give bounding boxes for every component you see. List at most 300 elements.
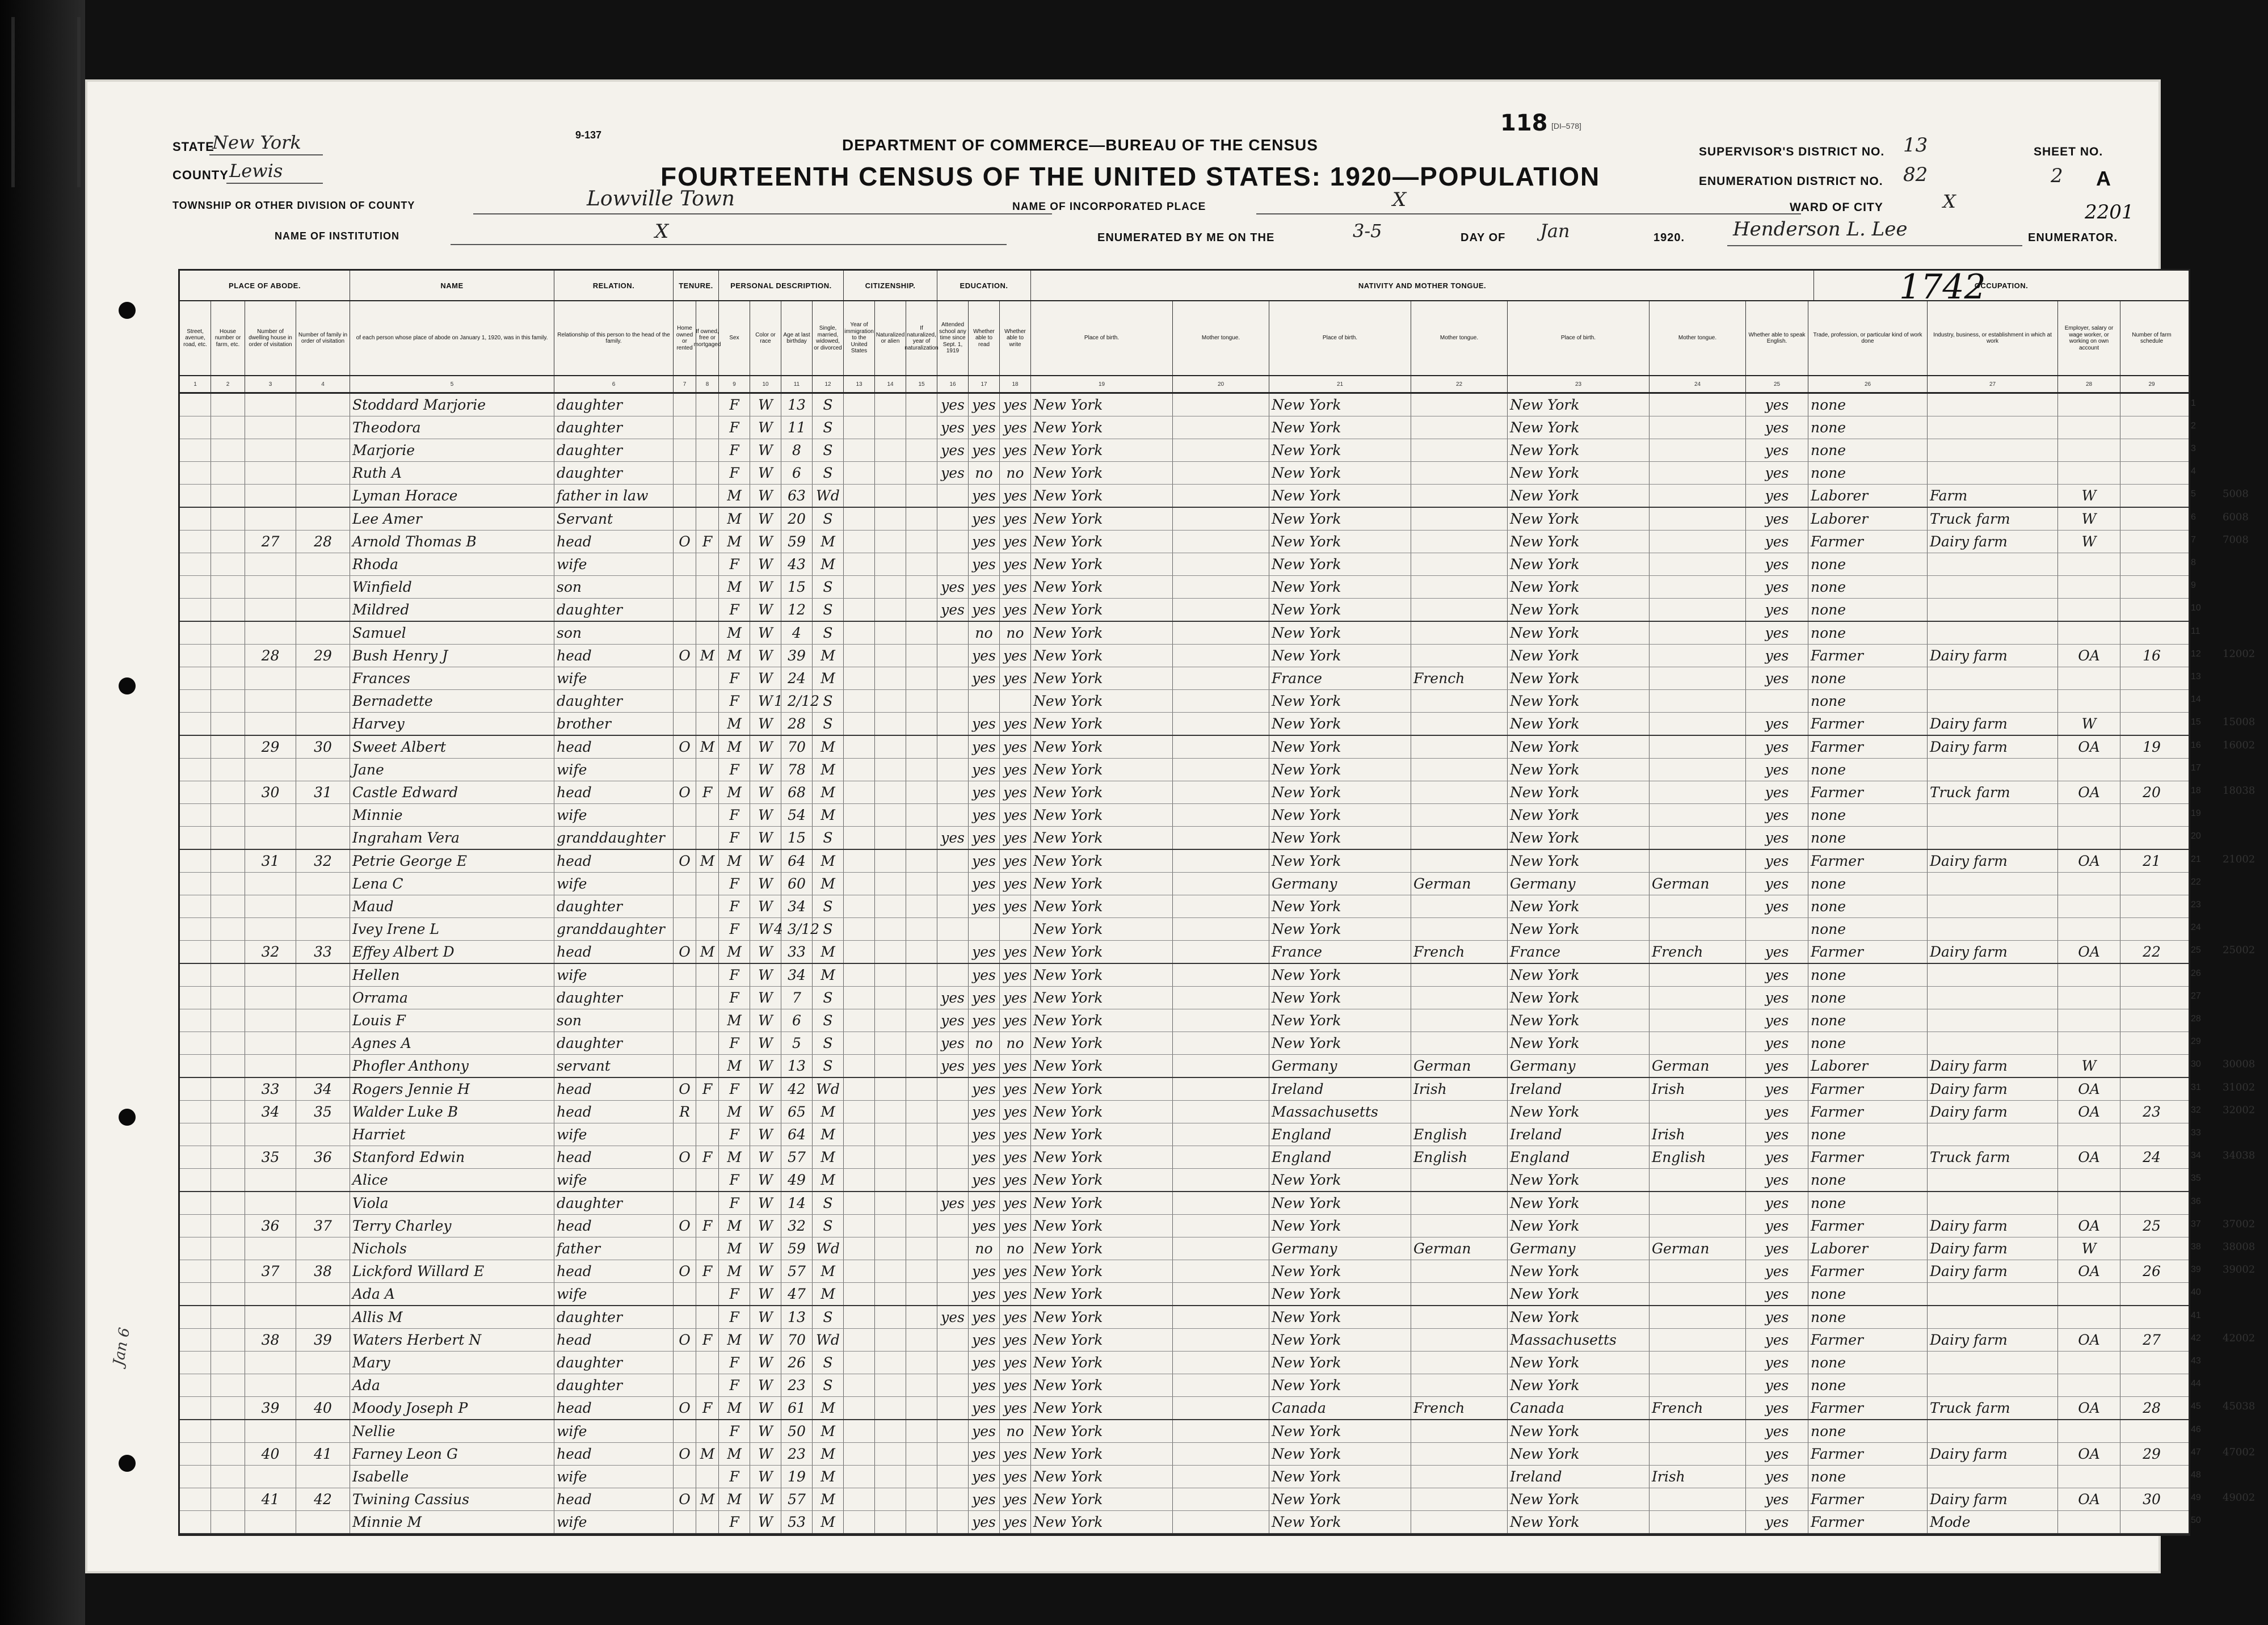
cell-mmt: English: [1650, 1146, 1746, 1168]
column-header-29: Number of farm schedule: [2132, 331, 2172, 344]
cell-occ: none: [1808, 918, 1928, 940]
row-number: 1: [2191, 398, 2196, 408]
cell-blank: [211, 1374, 245, 1396]
census-table: [178, 267, 2256, 1536]
cell-emp: OA: [2058, 941, 2120, 963]
cell-eng: [1746, 690, 1808, 712]
cell-emp: [2058, 1374, 2120, 1396]
column-number-5: 5: [350, 376, 554, 392]
cell-farm: [2120, 964, 2183, 986]
cell-age: 70: [781, 736, 813, 758]
cell-mt: [1173, 1032, 1269, 1054]
cell-pob: New York: [1031, 918, 1173, 940]
row-number: 37: [2191, 1219, 2201, 1229]
column-header-20: Mother tongue.: [1173, 301, 1269, 375]
cell-mt: [1173, 462, 1269, 484]
cell-emp: [2058, 1420, 2120, 1442]
cell-sex: F: [719, 1306, 750, 1328]
cell-emp: OA: [2058, 781, 2120, 803]
cell-blank: [180, 759, 211, 781]
cell-occ: none: [1808, 576, 1928, 598]
cell-pob: New York: [1031, 599, 1173, 621]
cell-blank: [211, 690, 245, 712]
cell-sex: F: [719, 987, 750, 1009]
cell-mmt: [1650, 1169, 1746, 1191]
cell-eng: yes: [1746, 394, 1808, 416]
cell-age: 57: [781, 1488, 813, 1510]
cell-ny: [906, 987, 937, 1009]
cell-fpob: Germany: [1269, 1237, 1411, 1260]
cell-mpob: Germany: [1508, 1055, 1650, 1077]
cell-rel: daughter: [554, 416, 674, 439]
cell-mort: [696, 485, 719, 507]
cell-age: 13: [781, 1306, 813, 1328]
cell-pob: New York: [1031, 736, 1173, 758]
cell-farm: [2120, 1237, 2183, 1260]
institution-underline: [451, 244, 1007, 245]
cell-mt: [1173, 850, 1269, 872]
cell-imm: [844, 1032, 875, 1054]
cell-ind: [1928, 1123, 2058, 1146]
cell-occ: none: [1808, 553, 1928, 575]
cell-mmt: [1650, 1374, 1746, 1396]
cell-dw: [245, 622, 296, 644]
table-row: [180, 918, 2201, 941]
row-number: 42: [2191, 1333, 2201, 1343]
cell-mmt: [1650, 1283, 1746, 1305]
cell-nat: [875, 1397, 906, 1419]
cell-pob: New York: [1031, 895, 1173, 917]
cell-mort: [696, 873, 719, 895]
cell-fpob: New York: [1269, 1283, 1411, 1305]
cell-eng: yes: [1746, 759, 1808, 781]
enumerated-day: 3-5: [1353, 220, 1382, 242]
ward-value: X: [1943, 191, 1956, 212]
cell-fmt: German: [1411, 1055, 1508, 1077]
cell-ind: Dairy farm: [1928, 941, 2058, 963]
cell-ms: S: [813, 987, 844, 1009]
cell-age: 57: [781, 1260, 813, 1282]
cell-race: W: [750, 1329, 781, 1351]
cell-ms: Wd: [813, 1237, 844, 1260]
cell-farm: 20: [2143, 784, 2161, 801]
table-row: [180, 439, 2196, 462]
cell-nat: [875, 1078, 906, 1100]
cell-mmt: [1650, 508, 1746, 530]
cell-ms: S: [813, 622, 844, 644]
cell-pob: New York: [1031, 713, 1173, 735]
cell-fmt: [1411, 531, 1508, 553]
cell-ms: M: [813, 531, 844, 553]
cell-own: O: [674, 781, 696, 803]
cell-pob: New York: [1031, 1329, 1173, 1351]
column-header-1: Street, avenue, road, etc.: [180, 301, 211, 375]
cell-mpob: New York: [1508, 508, 1650, 530]
cell-emp: OA: [2058, 1146, 2120, 1168]
cell-fpob: New York: [1269, 1192, 1411, 1214]
cell-age: 7: [781, 987, 813, 1009]
cell-wr: yes: [1000, 1192, 1031, 1214]
cell-blank: [180, 508, 211, 530]
cell-fam: [296, 576, 350, 598]
row-margin-code: 7008: [2223, 534, 2249, 546]
cell-ms: S: [813, 1215, 844, 1237]
cell-sch: [937, 508, 969, 530]
cell-occ: Farmer: [1808, 850, 1928, 872]
cell-ny: [906, 1146, 937, 1168]
cell-age: 26: [781, 1352, 813, 1374]
cell-mmt: French: [1650, 1397, 1746, 1419]
cell-mort: [696, 1237, 719, 1260]
cell-mt: [1173, 1260, 1269, 1282]
cell-pob: New York: [1031, 873, 1173, 895]
cell-occ: none: [1808, 462, 1928, 484]
cell-eng: yes: [1746, 827, 1808, 849]
column-header-23: Place of birth.: [1508, 301, 1650, 375]
table-row: [180, 804, 2201, 827]
cell-name: Harvey: [350, 713, 554, 735]
cell-blank: [180, 1146, 211, 1168]
cell-sex: F: [719, 759, 750, 781]
cell-occ: none: [1808, 827, 1928, 849]
cell-rd: no: [969, 622, 1000, 644]
cell-pob: New York: [1031, 1192, 1173, 1214]
group-tenure: TENURE.: [674, 271, 719, 300]
cell-fmt: [1411, 895, 1508, 917]
cell-fmt: [1411, 576, 1508, 598]
cell-rel: wife: [554, 1123, 674, 1146]
cell-mmt: [1650, 1215, 1746, 1237]
row-number: 26: [2191, 969, 2201, 978]
column-header-12: Single, married, widowed, or divorced: [813, 301, 844, 375]
cell-mort: [696, 462, 719, 484]
cell-rd: yes: [969, 553, 1000, 575]
cell-imm: [844, 1101, 875, 1123]
cell-race: W: [750, 1260, 781, 1282]
cell-fam: [296, 394, 350, 416]
cell-sch: [937, 781, 969, 803]
cell-race: W: [750, 941, 781, 963]
cell-eng: yes: [1746, 1352, 1808, 1374]
cell-mt: [1173, 1443, 1269, 1465]
cell-rel: wife: [554, 1283, 674, 1305]
cell-nat: [875, 416, 906, 439]
row-number: 30: [2191, 1059, 2201, 1069]
cell-name: Viola: [350, 1192, 554, 1214]
group-header-row: [180, 271, 2189, 301]
cell-dw: 29: [245, 736, 296, 758]
cell-name: Ruth A: [350, 462, 554, 484]
column-header-5: of each person whose place of abode on January 1, 1920, was in this family.: [350, 301, 554, 375]
cell-blank: [211, 1466, 245, 1488]
cell-mort: F: [696, 1215, 719, 1237]
cell-farm: [2120, 1192, 2183, 1214]
cell-ms: S: [813, 918, 844, 940]
cell-imm: [844, 1397, 875, 1419]
cell-fam: [296, 622, 350, 644]
table-row: [180, 827, 2201, 850]
cell-farm: [2120, 485, 2183, 507]
cell-mpob: New York: [1508, 576, 1650, 598]
cell-pob: New York: [1031, 827, 1173, 849]
table-row: [180, 1055, 2256, 1078]
row-number: 17: [2191, 763, 2201, 773]
cell-dw: [245, 1466, 296, 1488]
cell-age: 13: [781, 1055, 813, 1077]
cell-mmt: [1650, 987, 1746, 1009]
cell-sch: [937, 1488, 969, 1510]
cell-wr: yes: [1000, 667, 1031, 689]
cell-dw: [245, 1306, 296, 1328]
county-underline: [226, 183, 323, 184]
cell-ny: [906, 439, 937, 461]
cell-wr: yes: [1000, 1397, 1031, 1419]
cell-sch: [937, 736, 969, 758]
cell-fmt: [1411, 439, 1508, 461]
cell-mt: [1173, 531, 1269, 553]
cell-emp: [2058, 987, 2120, 1009]
cell-eng: yes: [1746, 645, 1808, 667]
cell-imm: [844, 508, 875, 530]
cell-own: [674, 873, 696, 895]
cell-mpob: Massachusetts: [1508, 1329, 1650, 1351]
cell-imm: [844, 599, 875, 621]
cell-eng: yes: [1746, 1488, 1808, 1510]
row-number: 14: [2191, 694, 2201, 704]
cell-ms: M: [813, 1443, 844, 1465]
cell-sch: [937, 1169, 969, 1191]
cell-imm: [844, 1443, 875, 1465]
cell-fpob: Ireland: [1269, 1078, 1411, 1100]
cell-sch: [937, 1237, 969, 1260]
cell-mmt: German: [1650, 873, 1746, 895]
cell-race: W: [750, 485, 781, 507]
cell-emp: OA: [2058, 850, 2120, 872]
cell-dw: [245, 485, 296, 507]
cell-own: O: [674, 1260, 696, 1282]
cell-nat: [875, 1511, 906, 1533]
column-number-17: 17: [969, 376, 1000, 392]
cell-fpob: New York: [1269, 462, 1411, 484]
cell-rd: yes: [969, 759, 1000, 781]
cell-mmt: German: [1650, 1055, 1746, 1077]
column-header-10: Color or race: [750, 301, 781, 375]
cell-occ: Laborer: [1808, 1055, 1928, 1077]
cell-own: [674, 667, 696, 689]
cell-fam: [296, 1511, 350, 1533]
census-sheet: [85, 79, 2256, 1573]
cell-rd: yes: [969, 1397, 1000, 1419]
cell-blank: [180, 781, 211, 803]
cell-blank: [180, 439, 211, 461]
cell-fmt: [1411, 485, 1508, 507]
cell-own: O: [674, 850, 696, 872]
cell-race: W: [750, 1123, 781, 1146]
cell-mort: [696, 1192, 719, 1214]
cell-occ: Farmer: [1808, 1078, 1928, 1100]
table-row: [180, 1237, 2256, 1260]
cell-mpob: New York: [1508, 1192, 1650, 1214]
cell-fmt: [1411, 508, 1508, 530]
cell-rel: wife: [554, 804, 674, 826]
cell-occ: none: [1808, 622, 1928, 644]
cell-race: W: [750, 1511, 781, 1533]
cell-rel: daughter: [554, 439, 674, 461]
cell-fam: 34: [296, 1078, 350, 1100]
row-number: 20: [2191, 831, 2201, 841]
cell-farm: [2120, 1511, 2183, 1533]
cell-mpob: Germany: [1508, 1237, 1650, 1260]
cell-occ: Farmer: [1808, 1260, 1928, 1282]
cell-emp: [2058, 1009, 2120, 1032]
cell-dw: [245, 394, 296, 416]
group-place-of-abode: PLACE OF ABODE.: [180, 271, 350, 300]
column-number-25: 25: [1746, 376, 1808, 392]
table-row: [180, 759, 2201, 781]
cell-pob: New York: [1031, 1169, 1173, 1191]
cell-name: Mildred: [350, 599, 554, 621]
cell-name: Stanford Edwin: [350, 1146, 554, 1168]
cell-race: W: [750, 781, 781, 803]
cell-fpob: New York: [1269, 1352, 1411, 1374]
cell-imm: [844, 485, 875, 507]
cell-age: 78: [781, 759, 813, 781]
cell-rd: yes: [969, 439, 1000, 461]
cell-farm: [2120, 1374, 2183, 1396]
cell-fam: 37: [296, 1215, 350, 1237]
cell-ms: S: [813, 1306, 844, 1328]
cell-blank: [211, 508, 245, 530]
cell-mort: [696, 622, 719, 644]
row-number: 15: [2191, 717, 2201, 727]
row-number: 4: [2191, 466, 2196, 476]
cell-blank: [211, 850, 245, 872]
cell-mpob: France: [1508, 941, 1650, 963]
column-header-17: Whether able to read: [969, 301, 1000, 375]
cell-age: 64: [781, 1123, 813, 1146]
cell-nat: [875, 599, 906, 621]
cell-own: [674, 1169, 696, 1191]
cell-pob: New York: [1031, 1123, 1173, 1146]
column-header-22: Mother tongue.: [1411, 301, 1508, 375]
cell-race: W: [750, 1032, 781, 1054]
cell-rel: head: [554, 781, 674, 803]
cell-eng: yes: [1746, 873, 1808, 895]
cell-farm: [2120, 895, 2183, 917]
cell-name: Arnold Thomas B: [350, 531, 554, 553]
cell-rel: head: [554, 531, 674, 553]
cell-pob: New York: [1031, 645, 1173, 667]
cell-mmt: [1650, 918, 1746, 940]
cell-wr: yes: [1000, 1101, 1031, 1123]
sheet-value: 2: [2051, 165, 2063, 187]
cell-fam: 31: [296, 781, 350, 803]
cell-mt: [1173, 964, 1269, 986]
cell-farm: [2120, 1306, 2183, 1328]
cell-dw: [245, 1032, 296, 1054]
cell-emp: [2058, 1032, 2120, 1054]
cell-wr: yes: [1000, 599, 1031, 621]
row-number: 6: [2191, 512, 2196, 522]
cell-eng: yes: [1746, 1283, 1808, 1305]
cell-race: W: [750, 1397, 781, 1419]
cell-mort: [696, 1466, 719, 1488]
cell-race: W: [750, 850, 781, 872]
cell-mort: F: [696, 1146, 719, 1168]
cell-blank: [180, 1466, 211, 1488]
cell-nat: [875, 667, 906, 689]
column-header-13: Year of immigration to the United States: [844, 301, 875, 375]
cell-fmt: [1411, 1215, 1508, 1237]
cell-blank: [211, 599, 245, 621]
cell-occ: none: [1808, 1009, 1928, 1032]
cell-rel: daughter: [554, 462, 674, 484]
cell-blank: [211, 576, 245, 598]
cell-imm: [844, 804, 875, 826]
cell-mt: [1173, 873, 1269, 895]
cell-mort: [696, 804, 719, 826]
cell-ny: [906, 895, 937, 917]
cell-farm: 27: [2143, 1332, 2161, 1348]
cell-ind: [1928, 1192, 2058, 1214]
table-row: [180, 1260, 2256, 1283]
column-header-16: Attended school any time since Sept. 1, 1919: [937, 301, 969, 375]
cell-sex: F: [719, 827, 750, 849]
cell-sex: M: [719, 850, 750, 872]
cell-mmt: [1650, 1420, 1746, 1442]
cell-ind: [1928, 553, 2058, 575]
row-margin-code: 25002: [2223, 944, 2256, 956]
cell-ms: M: [813, 1123, 844, 1146]
cell-dw: [245, 895, 296, 917]
cell-name: Ada: [350, 1374, 554, 1396]
cell-occ: none: [1808, 964, 1928, 986]
cell-rd: yes: [969, 1169, 1000, 1191]
cell-sex: M: [719, 645, 750, 667]
agency-line: DEPARTMENT OF COMMERCE—BUREAU OF THE CENSUS: [842, 136, 1318, 154]
cell-mort: M: [696, 941, 719, 963]
cell-mmt: [1650, 462, 1746, 484]
cell-name: Orrama: [350, 987, 554, 1009]
cell-mort: M: [696, 850, 719, 872]
cell-pob: New York: [1031, 759, 1173, 781]
table-row: [180, 964, 2201, 987]
cell-dw: [245, 1420, 296, 1442]
cell-fpob: Canada: [1269, 1397, 1411, 1419]
cell-name: Rogers Jennie H: [350, 1078, 554, 1100]
cell-ms: S: [813, 713, 844, 735]
cell-mt: [1173, 622, 1269, 644]
cell-name: Sweet Albert: [350, 736, 554, 758]
column-number-row: [180, 376, 2189, 394]
cell-rd: [969, 690, 1000, 712]
column-header-3: Number of dwelling house in order of visitation: [245, 301, 296, 375]
cell-blank: [180, 416, 211, 439]
cell-ms: M: [813, 645, 844, 667]
table-row: [180, 553, 2196, 576]
row-number: 47: [2191, 1447, 2201, 1457]
table-row: [180, 394, 2196, 416]
cell-sch: [937, 622, 969, 644]
cell-emp: [2058, 462, 2120, 484]
table-row: [180, 1215, 2256, 1237]
cell-rel: head: [554, 736, 674, 758]
cell-own: [674, 987, 696, 1009]
cell-fpob: New York: [1269, 804, 1411, 826]
cell-eng: yes: [1746, 1374, 1808, 1396]
cell-fpob: New York: [1269, 1215, 1411, 1237]
row-number: 38: [2191, 1242, 2201, 1252]
